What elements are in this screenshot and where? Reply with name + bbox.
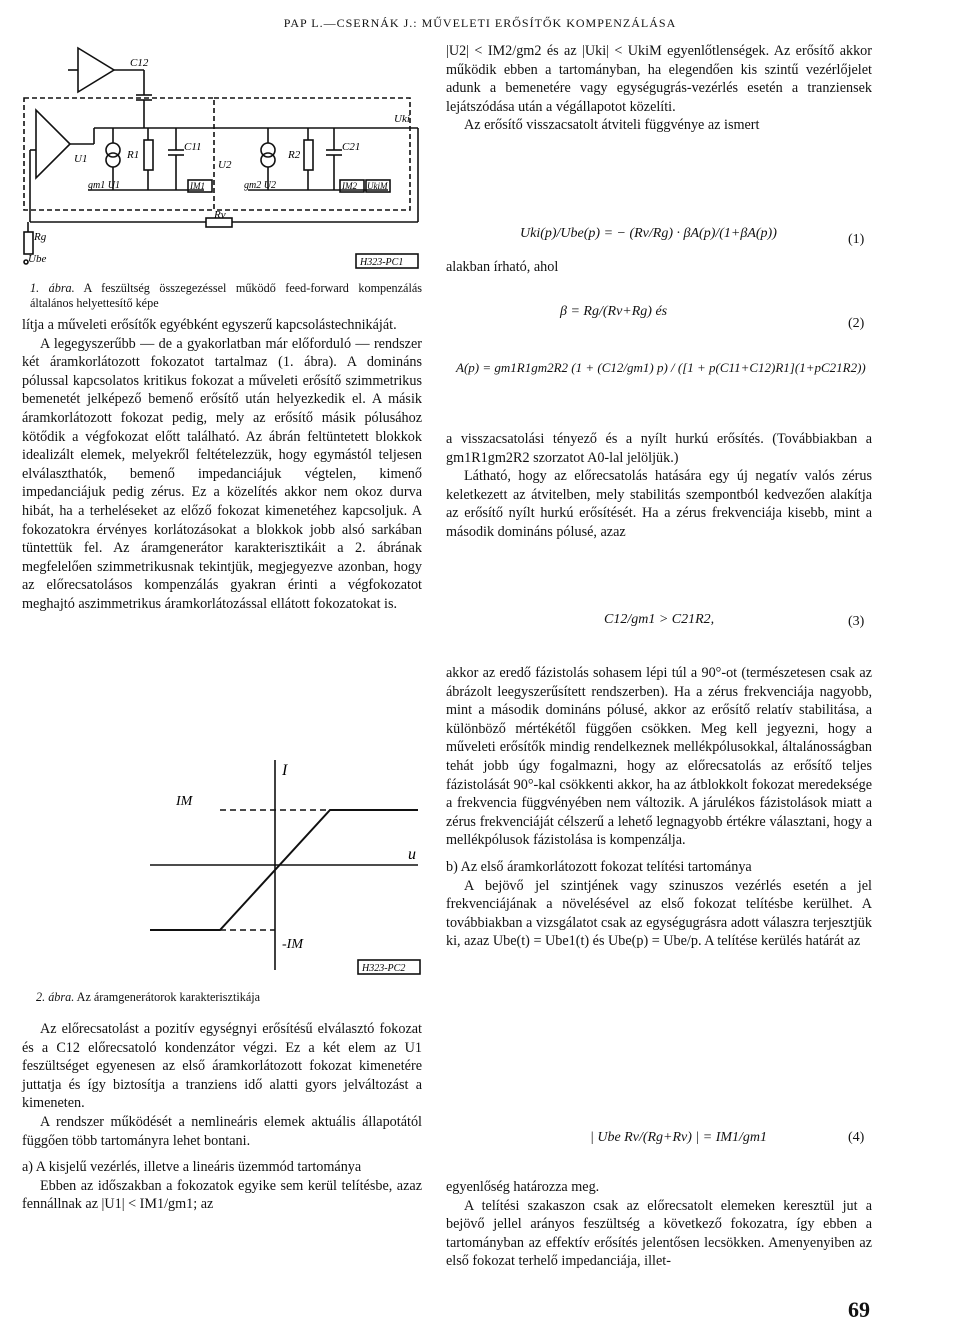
right-column-mid bbox=[446, 430, 872, 542]
right-column-lower bbox=[446, 664, 872, 951]
fig1-label-uki: Uki bbox=[394, 113, 410, 125]
fig2-label-u: u bbox=[408, 846, 416, 863]
equation-1: Uki(p)/Ube(p) = − (Rv/Rg) · βA(p)/(1+βA(p)) bbox=[520, 226, 777, 241]
right-para-5: Látható, hogy az előrecsatolás hatására egy új negatív valós zérus keletkezett az átvitelben, mely stabilitás szempontból kedvezően alakítja az erősítő nyílt hurkú erősítését. Ha a zérus frekvenciája kisebb, mint a második domináns pólusé, azaz bbox=[446, 468, 872, 540]
fig1-label-im1: IM1 bbox=[190, 181, 205, 191]
left-para-4: A rendszer működését a nemlineáris elemek aktuális állapotától függően több tartományra lehet bontani. bbox=[22, 1113, 422, 1149]
fig1-label-r2: R2 bbox=[288, 149, 301, 161]
fig1-label-ukim: UkiM bbox=[367, 181, 388, 191]
fig1-label-c12: C12 bbox=[130, 57, 149, 69]
equation-4-number: (4) bbox=[848, 1130, 865, 1145]
fig2-code: H323-PC2 bbox=[362, 963, 406, 974]
fig1-label-rv: Rv bbox=[214, 209, 226, 221]
equation-3-number: (3) bbox=[848, 614, 865, 629]
fig1-label-c21: C21 bbox=[342, 141, 361, 153]
equation-3: C12/gm1 > C21R2, bbox=[604, 612, 715, 627]
left-para-3: Az előrecsatolást a pozitív egységnyi erősítésű elválasztó fokozat és a C12 előrecsatoló kondenzátor végzi. Ez a két elem az U1 feszültséget egyenesen az első áramkorlátozott fokozat kimenetére juttatja és így biztosítja a tranziens idő alatti gyors jelváltozást a kimeneten. bbox=[22, 1021, 422, 1112]
left-para-1: lítja a műveleti erősítők egyébként egyszerű kapcsolástechnikáját. bbox=[22, 317, 397, 333]
buffer-amplifier bbox=[78, 48, 114, 92]
fig1-label-rg: Rg bbox=[34, 231, 47, 243]
equation-2: β = Rg/(Rv+Rg) és bbox=[560, 304, 668, 319]
fig1-label-c11: C11 bbox=[184, 141, 202, 153]
right-para-1: |U2| < IM2/gm2 és az |Uki| < UkiM egyenlőtlenségek. Az erősítő akkor működik ebben a tartományban, ha elegendően kis szintű vezérlőjelet adunk a bemenetére vagy egységugrás-vezérlés esetén a tranziensek lejátszódása után a végállapotot közelíti. bbox=[446, 43, 872, 115]
right-column-bottom bbox=[446, 1178, 872, 1271]
left-para-6: Ebben az időszakban a fokozatok egyike sem kerül telítésbe, azaz fennállnak az |U1| < IM1/gm1; az bbox=[22, 1177, 422, 1213]
fig2-curve bbox=[150, 810, 418, 930]
right-para-4: a visszacsatolási tényező és a nyílt hurkú erősítés. (Továbbiakban a gm1R1gm2R2 szorzatot A0-lal jelöljük.) bbox=[446, 431, 872, 466]
fig1-label-u1: U1 bbox=[74, 153, 88, 165]
fig1-label-u2: U2 bbox=[218, 159, 232, 171]
fig2-caption-text: Az áramgenerátorok karakterisztikája bbox=[76, 990, 261, 1004]
fig1-code: H323-PC1 bbox=[360, 257, 404, 268]
input-amplifier bbox=[36, 110, 70, 178]
right-para-3: alakban írható, ahol bbox=[446, 259, 559, 275]
figure-2-caption bbox=[36, 990, 416, 1005]
fig2-caption-label: 2. ábra. bbox=[36, 990, 75, 1004]
fig2-label-neg-im: -IM bbox=[282, 937, 303, 952]
fig2-label-im: IM bbox=[176, 794, 193, 809]
fig1-label-gm2: gm2 U2 bbox=[244, 180, 276, 191]
fig2-label-i: I bbox=[282, 762, 288, 779]
right-para-2: Az erősítő visszacsatolt átviteli függvénye az ismert bbox=[464, 117, 760, 134]
right-column-top bbox=[446, 42, 872, 135]
equation-4: | Ube Rv/(Rg+Rv) | = IM1/gm1 bbox=[590, 1130, 768, 1145]
left-column-bottom bbox=[22, 1020, 422, 1214]
right-para-10: A telítési szakaszon csak az előrecsatolt elemeken keresztül jut a bejövő jellel arányos feszültség a következő fokozatra, így ebben a tartományban az effektív erősítés jelentősen lecsökken. Amenyenyiben az első fokozat terhelő impedanciája, illet- bbox=[446, 1197, 872, 1270]
left-column-top bbox=[22, 316, 422, 614]
figure-1-circuit bbox=[18, 40, 423, 272]
fig1-label-ube: Ube bbox=[28, 253, 47, 265]
figure-2-characteristic bbox=[120, 755, 430, 990]
fig1-caption-label: 1. ábra. bbox=[30, 281, 75, 295]
equation-2b: A(p) = gm1R1gm2R2 (1 + (C12/gm1) p) / ([1 + p(C11+C12)R1](1+pC21R2)) bbox=[456, 360, 866, 375]
fig1-label-gm1: gm1 U1 bbox=[88, 180, 120, 191]
page-number: 69 bbox=[848, 1297, 870, 1322]
right-para-6: akkor az eredő fázistolás sohasem lépi túl a 90°-ot (természetesen csak az ábrázolt leegyszerűsített rendszerben). Ha a zérus frekvenciája nagyobb, mint a második domináns pólusé, akkor az erősítő relatív stabilitása, a különböző mértékétől függően csökken. Meg kell jegyezni, hogy a műveleti erősítők mindig rendelkeznek mellékpólusokkal, általánosságban tehát jobb úgy fogalmazni, hogy az előrecsatolás az erősítő teljes fázistolását 90°-kal csökkenti akkor, ha az átblokkolt fokozat meredeksége a frekvencia függvényében nem változik. A járulékos fázistolások miatt a zérus frekvenciáját célszerű a lehető legnagyobb értékre választani, hogy a mellékpólusok fázistolása is kompenzálja. bbox=[446, 665, 872, 849]
right-para-9: egyenlőség határozza meg. bbox=[446, 1179, 600, 1195]
equation-2-number: (2) bbox=[848, 316, 865, 331]
right-para-7: b) Az első áramkorlátozott fokozat telítési tartománya bbox=[446, 858, 752, 875]
equation-1-number: (1) bbox=[848, 232, 865, 247]
fig1-caption-text: A feszültség összegezéssel működő feed-forward kompenzálás általános helyettesítő képe bbox=[30, 281, 422, 310]
fig1-label-im2: IM2 bbox=[342, 181, 357, 191]
fig1-label-r1: R1 bbox=[127, 149, 140, 161]
left-para-2: A legegyszerűbb — de a gyakorlatban már előforduló — rendszer két áramkorlátozott fokozatot tartalmaz (1. ábra). A domináns pólussal kapcsolatos kritikus fokozat a műveleti erősítő szimmetrikus bemenetét jelképező bemenő erősítő után helyezkedik el. A másik áramkorlátozott fokozat pedig, mely az erősítő másik pólusához kötődik a végfokozat előtt található. Az ábrán feltüntetett blokkok idealizált elemek, melyekről feltételezzük, hogy egymástól teljesen elválaszthatók, bemenő impedanciájuk végtelen, kimenő impedanciájuk pedig zérus. Ez a közelítés akkor nem okoz durva hibát, ha a terheléseket az előző fokozat kimenetéhez kapcsoljuk. A fokozatokra érvényes korlátozásokat a blokkok jobb alsó sarkában tüntettük fel. Az áramgenerátor karakterisztikáit a 2. ábrának megfelelően szimmetrikusnak tekintjük, megjegyezve azonban, hogy az előrecsatolásos kompenzálás gyakran érinti a végfokozatot meghajtó aszimmetrikus áramkorlátozással ellátott fokozatokat is. bbox=[22, 335, 422, 612]
right-para-8: A bejövő jel szintjének vagy szinuszos vezérlés esetén a jel frekvenciájának a növelésével az első fokozat telítésbe kerülhet. A továbbiakban a vizsgálatot csak az egységugrásra adott válaszra terjesztjük ki, azaz Ube(t) = Ube1(t) és Ube(p) = Ube/p. A telítése kerülés határát az bbox=[446, 877, 872, 950]
figure-1-caption bbox=[30, 281, 422, 311]
left-para-5: a) A kisjelű vezérlés, illetve a lineáris üzemmód tartománya bbox=[22, 1159, 362, 1176]
running-header: PAP L.—CSERNÁK J.: MŰVELETI ERŐSÍTŐK KOMPENZÁLÁSA bbox=[283, 16, 677, 30]
